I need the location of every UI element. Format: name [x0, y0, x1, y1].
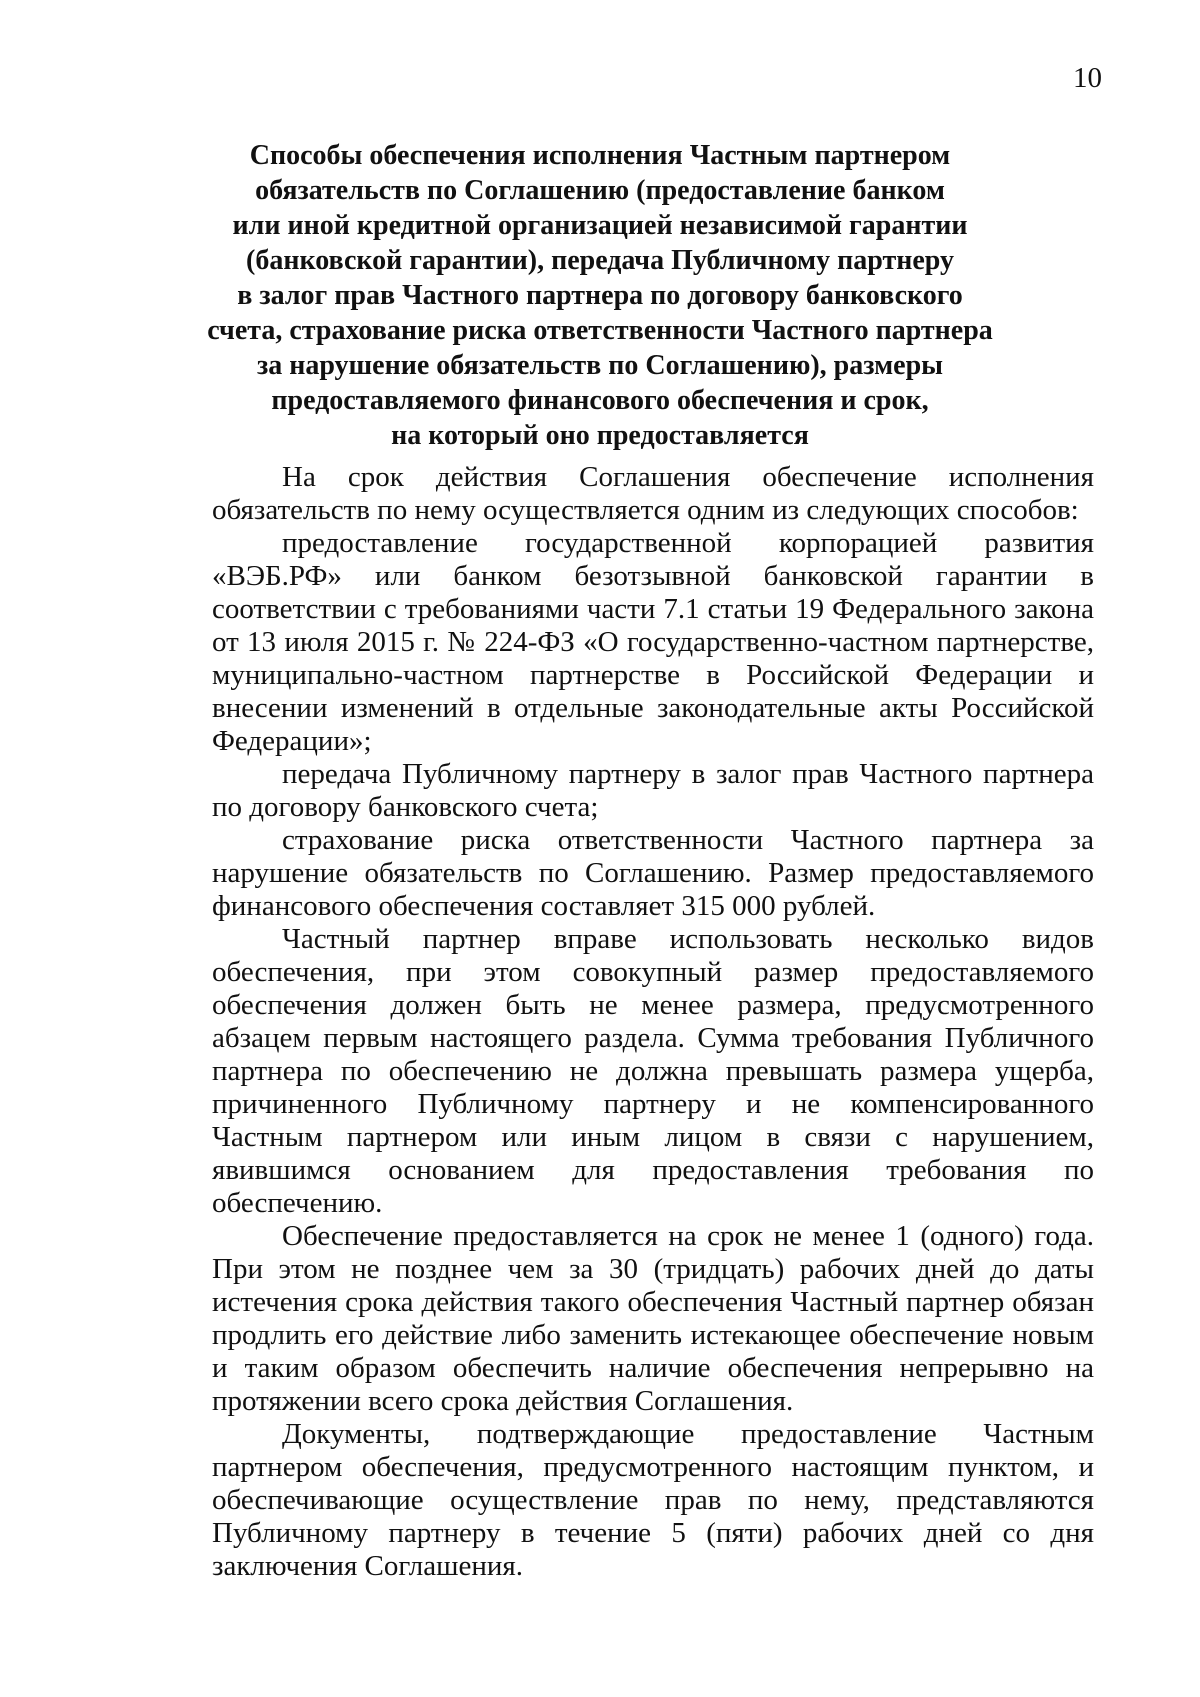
section-title — [0, 138, 1200, 453]
title-line: Способы обеспечения исполнения Частным партнером — [249, 140, 951, 171]
document-body — [212, 461, 1094, 1583]
title-line: предоставляемого финансового обеспечения и срок, — [271, 385, 929, 416]
paragraph: Документы, подтверждающие предоставление Частным партнером обеспечения, предусмотренного настоящим пунктом, и обеспечивающие осуществление прав по нему, представляются Публичному партнеру в течение 5 (пяти) рабочих дней со дня заключения Соглашения. — [212, 1418, 1094, 1582]
title-line: на который оно предоставляется — [391, 420, 809, 451]
title-line: (банковской гарантии), передача Публичному партнеру — [246, 245, 954, 276]
paragraph: Частный партнер вправе использовать несколько видов обеспечения, при этом совокупный размер предоставляемого обеспечения должен быть не менее размера, предусмотренного абзацем первым настоящего раздела. Сумма требования Публичного партнера по обеспечению не должна превышать размера ущерба, причиненного Публичному партнеру и не компенсированного Частным партнером или иным лицом в связи с нарушением, явившимся основанием для предоставления требования по обеспечению. — [212, 923, 1094, 1219]
paragraph: предоставление государственной корпорацией развития «ВЭБ.РФ» или банком безотзывной банковской гарантии в соответствии с требованиями части 7.1 статьи 19 Федерального закона от 13 июля 2015 г. № 224-ФЗ «О государственно-частном партнерстве, муниципально-частном партнерстве в Российской Федерации и внесении изменений в отдельные законодательные акты Российской Федерации»; — [212, 527, 1094, 757]
title-line: в залог прав Частного партнера по договору банковского — [237, 280, 963, 311]
paragraph: Обеспечение предоставляется на срок не менее 1 (одного) года. При этом не позднее чем за 30 (тридцать) рабочих дней до даты истечения срока действия такого обеспечения Частный партнер обязан продлить его действие либо заменить истекающее обеспечение новым и таким образом обеспечить наличие обеспечения непрерывно на протяжении всего срока действия Соглашения. — [212, 1220, 1094, 1417]
page-number: 10 — [1073, 62, 1102, 94]
title-line: за нарушение обязательств по Соглашению), размеры — [256, 350, 944, 381]
title-line: счета, страхование риска ответственности Частного партнера — [207, 315, 993, 346]
paragraph: страхование риска ответственности Частного партнера за нарушение обязательств по Соглашению. Размер предоставляемого финансового обеспечения составляет 315 000 рублей. — [212, 824, 1094, 922]
title-line: или иной кредитной организацией независимой гарантии — [232, 210, 968, 241]
paragraph: передача Публичному партнеру в залог прав Частного партнера по договору банковского счета; — [212, 758, 1094, 823]
paragraph: На срок действия Соглашения обеспечение исполнения обязательств по нему осуществляется одним из следующих способов: — [212, 461, 1094, 526]
title-line: обязательств по Соглашению (предоставление банком — [255, 175, 945, 206]
